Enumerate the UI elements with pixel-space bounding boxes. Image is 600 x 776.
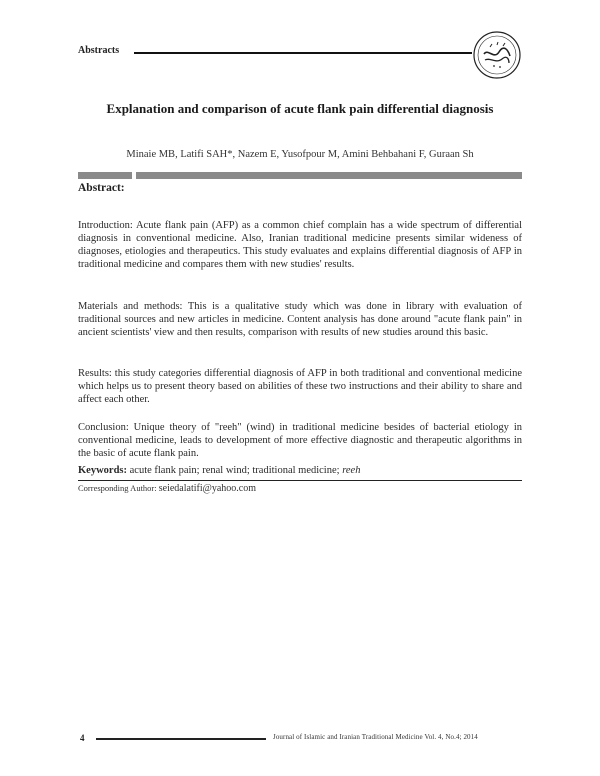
corresponding-label: Corresponding Author:	[78, 483, 159, 493]
abstract-results: Results: this study categories differential diagnosis of AFP in both traditional and conventional medicine which helps us to present theory based on abilities of these two instructions and their ability to share and affect each other.	[78, 367, 522, 405]
divider-bar-left	[78, 172, 132, 179]
section-label: Abstracts	[78, 45, 120, 56]
footer-journal-citation: Journal of Islamic and Iranian Traditional Medicine Vol. 4, No.4; 2014	[273, 733, 478, 741]
page-number: 4	[80, 733, 85, 743]
abstract-methods: Materials and methods: This is a qualitative study which was done in library with evaluation of traditional sources and new articles in medicine. Content analysis has done around "acute flank pain" in ancient scientists' view and then results, comparison with results of new studies around this basic.	[78, 300, 522, 338]
keywords-italic-term: reeh	[342, 465, 361, 476]
keywords-text: acute flank pain; renal wind; traditional medicine;	[127, 465, 343, 476]
corresponding-author	[78, 483, 256, 494]
article-title: Explanation and comparison of acute flank pain differential diagnosis	[106, 101, 494, 116]
keywords-rule	[78, 480, 522, 481]
journal-seal-logo	[472, 30, 522, 80]
footer-rule	[96, 738, 266, 740]
abstract-heading: Abstract:	[78, 182, 125, 194]
keywords-line	[78, 465, 522, 476]
divider-bar-right	[136, 172, 522, 179]
abstract-introduction: Introduction: Acute flank pain (AFP) as a common chief complain has a wide spectrum of differential diagnosis in conventional medicine. Also, Iranian traditional medicine presents similar wideness of diagnoses, etiologies and therapeutics. This study evaluates and explains differential diagnosis of AFP in traditional medicine and compares them with new studies' results.	[78, 219, 522, 270]
header-rule	[134, 52, 472, 54]
abstract-conclusion: Conclusion: Unique theory of "reeh" (wind) in traditional medicine besides of bacterial etiology in conventional medicine, leads to development of more effective diagnostic and therapeutic algorithms in the basic of acute flank pain.	[78, 421, 522, 459]
corresponding-email: seiedalatifi@yahoo.com	[158, 483, 256, 494]
keywords-label: Keywords:	[78, 465, 127, 476]
author-list: Minaie MB, Latifi SAH*, Nazem E, Yusofpour M, Amini Behbahani F, Guraan Sh	[126, 149, 474, 160]
